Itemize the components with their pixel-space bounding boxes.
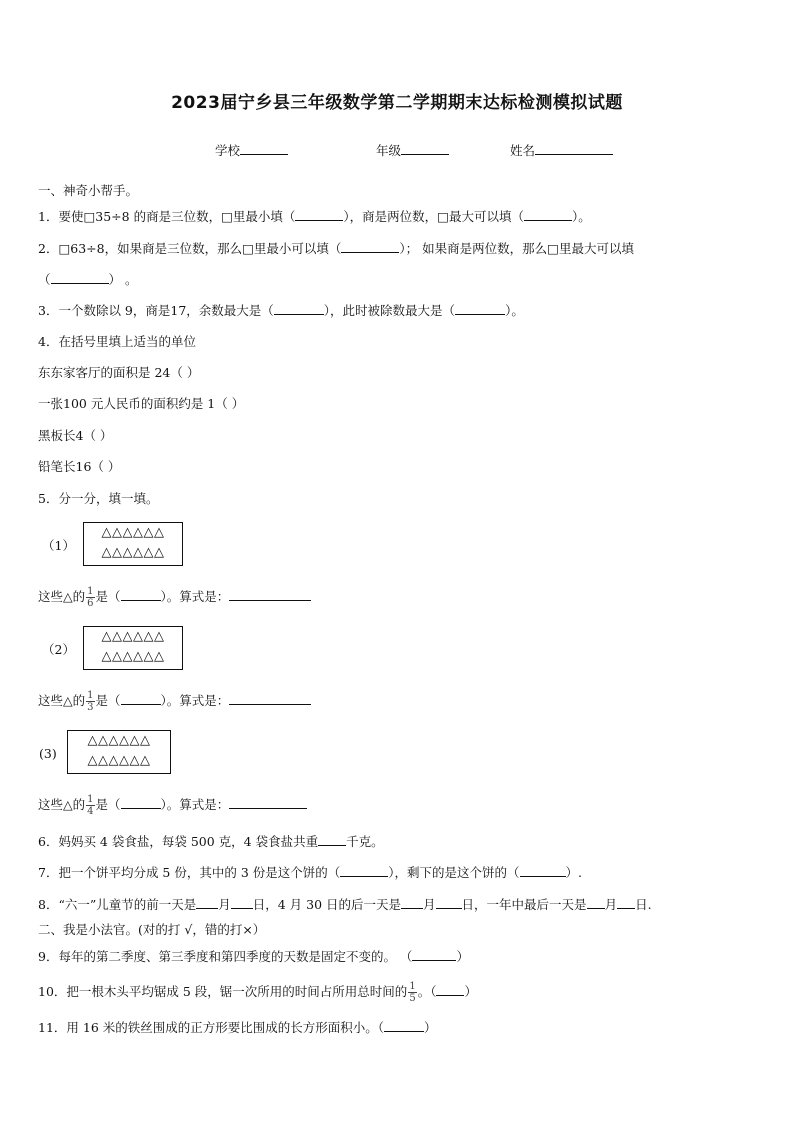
question-5-heading: 5．分一分，填一填。 [38,491,159,506]
school-label: 学校 [215,143,241,158]
answer-blank[interactable] [340,864,388,877]
grade-label: 年级 [376,143,402,158]
question-4-item-2: 一张100 元人民币的面积约是 1（ ） [38,396,245,411]
name-field [510,141,613,159]
part-2-question: 这些△的 $\frac{1}{3}$ 是（ ）。算式是： [38,690,311,713]
question-4-item-1: 东东家客厅的面积是 24（ ） [38,365,200,380]
triangle-row: △△△△△△ [101,629,165,644]
answer-blank[interactable] [196,896,218,909]
fraction: $\frac{1}{6}$ [87,586,94,609]
part-1-question: 这些△的 $\frac{1}{6}$ 是（ ）。算式是： [38,586,311,609]
school-blank[interactable] [240,142,288,155]
name-label: 姓名 [510,143,536,158]
answer-blank[interactable] [341,240,399,253]
answer-blank[interactable] [121,588,161,601]
part-1-label: （1） [42,538,75,553]
answer-blank[interactable] [520,864,566,877]
answer-blank[interactable] [384,1019,424,1032]
question-11: 11．用 16 米的铁丝围成的正方形要比围成的长方形面积小。（ ） [38,1020,437,1035]
answer-blank[interactable] [51,271,109,284]
triangle-row: △△△△△△ [101,525,165,540]
question-6: 6．妈妈买 4 袋食盐，每袋 500 克，4 袋食盐共重 千克。 [38,834,384,849]
part-3-question: 这些△的 $\frac{1}{4}$ 是（ ）。算式是： [38,794,307,817]
fraction: $\frac{1}{5}$ [409,981,416,1004]
triangle-row: △△△△△△ [87,733,151,748]
question-9: 9．每年的第二季度、第三季度和第四季度的天数是固定不变的。 （ ） [38,949,469,964]
part-2-label: （2） [42,642,75,657]
answer-blank[interactable] [436,896,462,909]
question-10: 10．把一根木头平均锯成 5 段，锯一次所用的时间占所用总时间的 $\frac{1}{5}$ 。（ ） [38,981,477,1004]
question-4-item-3: 黑板长4（ ） [38,428,113,443]
section-1-heading: 一、神奇小帮手。 [38,183,139,198]
question-7: 7．把一个饼平均分成 5 份，其中的 3 份是这个饼的（ ），剩下的是这个饼的（ ）. [38,865,583,880]
answer-blank[interactable] [318,833,346,846]
answer-blank[interactable] [231,896,253,909]
answer-blank[interactable] [121,796,161,809]
triangle-box-3 [67,730,171,774]
triangle-box-2 [83,626,183,670]
answer-blank[interactable] [401,896,423,909]
question-4-heading: 4．在括号里填上适当的单位 [38,334,196,349]
triangle-row: △△△△△△ [101,545,165,560]
formula-blank[interactable] [229,692,311,705]
answer-blank[interactable] [121,692,161,705]
question-4-item-4: 铅笔长16（ ） [38,459,121,474]
answer-blank[interactable] [455,302,505,315]
question-8: 8．“六一”儿童节的前一天是 月 日，4 月 30 日的后一天是 月 日，一年中最后一天是 月 日. [38,897,652,912]
answer-blank[interactable] [436,983,464,996]
answer-blank[interactable] [524,208,572,221]
grade-blank[interactable] [401,142,449,155]
fraction: $\frac{1}{4}$ [87,794,94,817]
grade-field [376,141,449,159]
triangle-row: △△△△△△ [101,649,165,664]
formula-blank[interactable] [229,588,311,601]
answer-blank[interactable] [587,896,605,909]
question-3: 3．一个数除以 9，商是17，余数最大是（ ），此时被除数最大是（ ）。 [38,303,524,318]
answer-blank[interactable] [412,948,456,961]
question-2-continued: （ ） 。 [38,272,138,287]
answer-blank[interactable] [617,896,635,909]
answer-blank[interactable] [295,208,343,221]
school-field [215,141,288,159]
formula-blank[interactable] [229,796,307,809]
question-2: 2．□63÷8，如果商是三位数，那么□里最小可以填（ ）； 如果商是两位数，那么□里最大可以填 [38,241,634,256]
page-title: 2023届宁乡县三年级数学第二学期期末达标检测模拟试题 [171,93,623,113]
question-1: 1．要使□35÷8 的商是三位数，□里最小填（ ），商是两位数，□最大可以填（ ）。 [38,209,591,224]
triangle-box-1 [83,522,183,566]
section-2-heading: 二、我是小法官。(对的打 √，错的打×） [38,922,266,937]
triangle-row: △△△△△△ [87,753,151,768]
fraction: $\frac{1}{3}$ [87,690,94,713]
part-3-label: (3) [39,746,57,761]
name-blank[interactable] [535,142,613,155]
answer-blank[interactable] [274,302,324,315]
